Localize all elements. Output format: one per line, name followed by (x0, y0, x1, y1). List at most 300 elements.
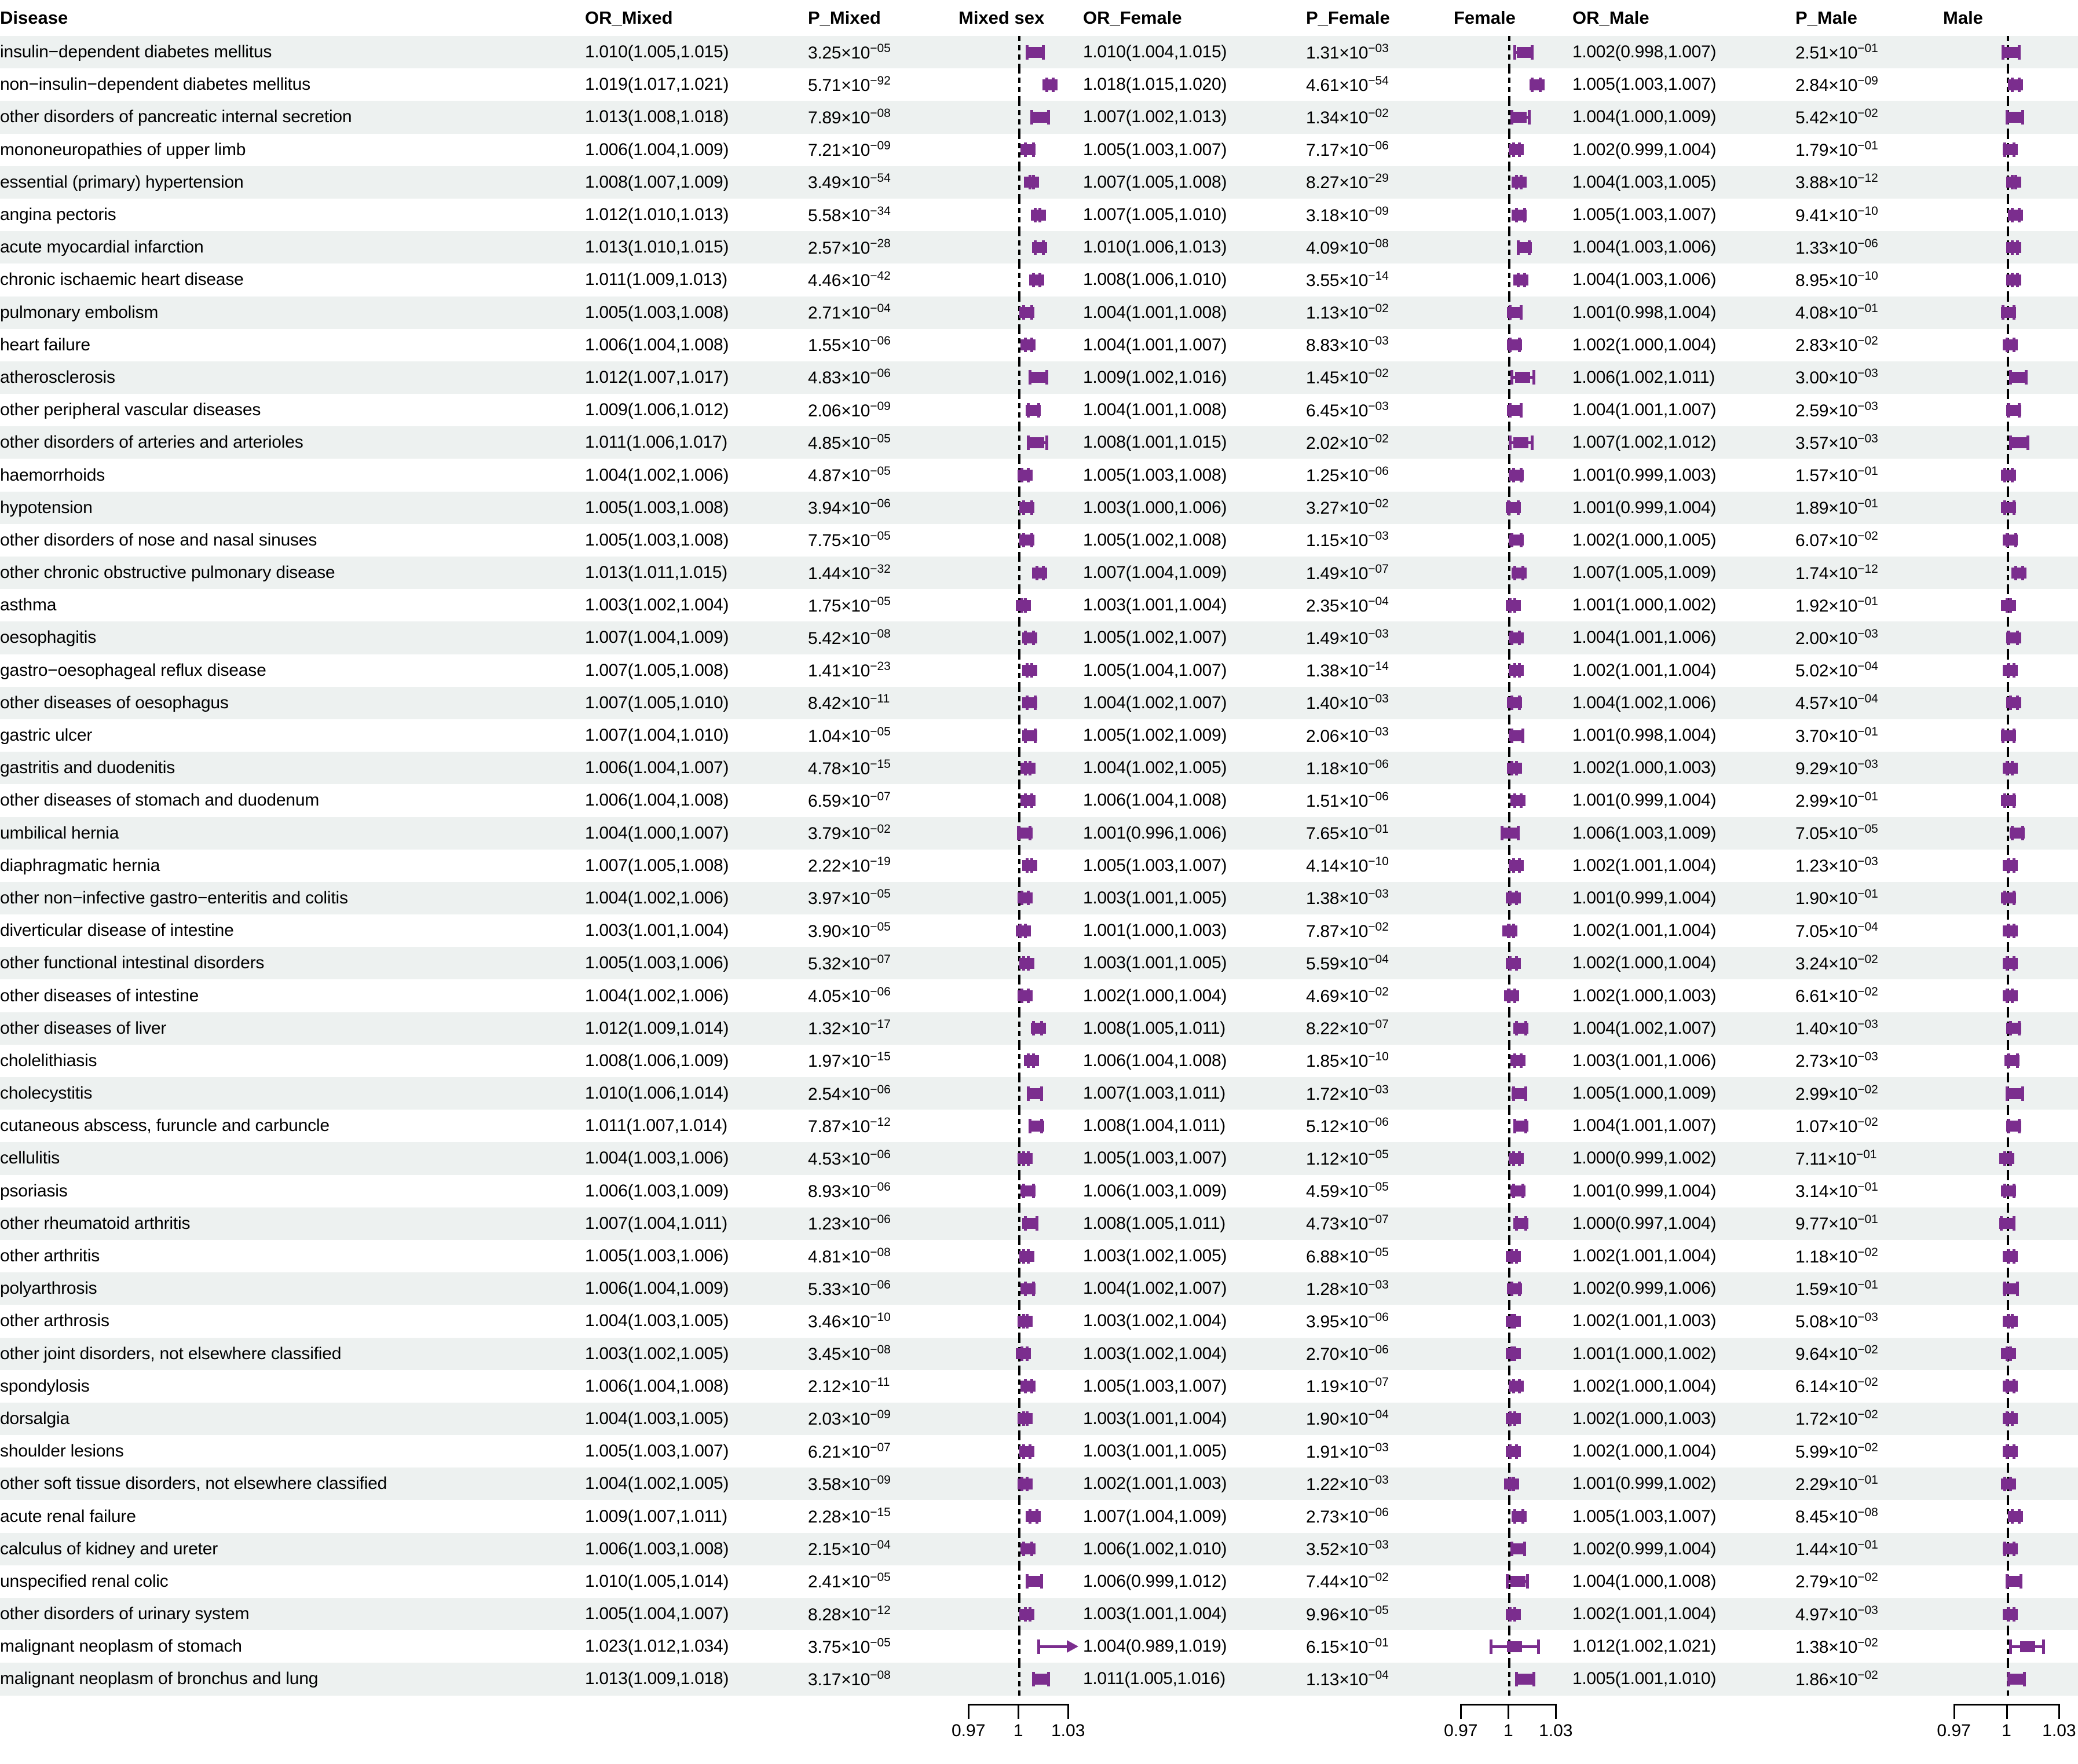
disease-name: dorsalgia (0, 1403, 585, 1435)
plot-male (1943, 882, 2078, 914)
or-male-value: 1.005(1.000,1.009) (1572, 1077, 1795, 1110)
disease-name: other peripheral vascular diseases (0, 400, 261, 420)
p-female-value: $8.27\times 10^{-29}$ (1306, 166, 1454, 199)
plot-male (1943, 231, 2078, 263)
plot-female (1454, 394, 1572, 426)
plot-mixed (958, 654, 1083, 687)
forest-plot-cell-male (1943, 459, 2078, 491)
or-mixed-value: 1.005(1.003,1.008) (585, 297, 808, 329)
axis-tick-label: 0.97 (951, 1721, 986, 1740)
point-estimate-marker (1999, 1218, 2014, 1229)
or-male-value: 1.001(0.999,1.004) (1572, 1181, 1717, 1201)
reference-line (2007, 557, 2009, 589)
table-row (0, 719, 2078, 752)
table-row (0, 492, 2078, 524)
point-estimate-marker (2003, 860, 2018, 871)
point-estimate-marker (1020, 1381, 1036, 1392)
p-male-value: $1.23\times 10^{-03}$ (1795, 855, 1878, 876)
plot-mixed (958, 1175, 1083, 1207)
p-male-value: $2.99\times 10^{-01}$ (1795, 789, 1878, 811)
plot-female (1454, 850, 1572, 882)
or-female-value: 1.004(1.002,1.007) (1083, 1272, 1306, 1305)
point-estimate-marker (2010, 372, 2025, 383)
plot-mixed (958, 134, 1083, 166)
forest-plot-cell-female (1454, 1012, 1572, 1045)
forest-plot-cell-male (1943, 1630, 2078, 1663)
or-male-value: 1.005(1.003,1.007) (1572, 205, 1717, 225)
disease-name: angina pectoris (0, 205, 116, 225)
p-mixed-value: $2.15\times 10^{-04}$ (808, 1533, 958, 1565)
or-female-value: 1.007(1.005,1.008) (1083, 166, 1306, 199)
or-male-value: 1.002(1.001,1.004) (1572, 1246, 1717, 1266)
point-estimate-marker (1509, 730, 1524, 741)
p-male-value: $8.95\times 10^{-10}$ (1795, 269, 1878, 290)
table-row (0, 426, 2078, 459)
or-male-value: 1.001(0.999,1.004) (1572, 492, 1795, 524)
point-estimate-marker (1517, 242, 1532, 253)
forest-plot-cell-mixed (958, 1272, 1083, 1305)
or-mixed-value: 1.005(1.003,1.008) (585, 530, 729, 550)
forest-plot-cell-mixed (958, 1207, 1083, 1240)
point-estimate-marker (2001, 795, 2016, 806)
or-mixed-value: 1.007(1.005,1.008) (585, 855, 729, 875)
plot-mixed (958, 850, 1083, 882)
or-mixed-value: 1.004(1.003,1.005) (585, 1403, 808, 1435)
point-estimate-marker (1019, 535, 1034, 546)
or-male-value: 1.007(1.005,1.009) (1572, 557, 1795, 589)
disease-name: mononeuropathies of upper limb (0, 140, 246, 159)
ci-cap-upper (1528, 110, 1531, 125)
point-estimate-marker (1504, 1478, 1519, 1489)
table-row (0, 589, 2078, 621)
point-estimate-marker (1018, 828, 1033, 839)
point-estimate-marker (1018, 1413, 1033, 1424)
table-footer (0, 1696, 2078, 1764)
or-male-value: 1.001(0.998,1.004) (1572, 726, 1717, 745)
p-mixed-value: $2.22\times 10^{-19}$ (808, 855, 891, 876)
plot-male (1943, 101, 2078, 133)
forest-plot-cell-male (1943, 1240, 2078, 1272)
or-female-value: 1.004(1.001,1.008) (1083, 400, 1227, 420)
or-mixed-value: 1.011(1.007,1.014) (585, 1116, 727, 1136)
p-male-value: $1.72\times 10^{-02}$ (1795, 1403, 1943, 1435)
plot-female (1454, 1305, 1572, 1337)
forest-plot-cell-mixed (958, 394, 1083, 426)
ci-cap-lower (1037, 1639, 1040, 1654)
table-row (0, 134, 2078, 166)
plot-mixed (958, 719, 1083, 752)
forest-plot-cell-male (1943, 329, 2078, 361)
point-estimate-marker (1020, 763, 1036, 774)
ci-cap-upper (1526, 1574, 1529, 1589)
disease-name: other disorders of urinary system (0, 1598, 585, 1630)
forest-plot-cell-mixed (958, 263, 1083, 296)
forest-plot-cell-mixed (958, 1370, 1083, 1403)
plot-mixed (958, 297, 1083, 329)
disease-name: gastritis and duodenitis (0, 752, 585, 784)
plot-mixed (958, 1207, 1083, 1240)
reference-line (1508, 166, 1510, 199)
point-estimate-marker (1513, 1121, 1528, 1132)
point-estimate-marker (1512, 1088, 1527, 1099)
reference-line (1018, 654, 1020, 687)
axis-tick (1067, 1704, 1069, 1719)
plot-male (1943, 524, 2078, 557)
point-estimate-marker (1509, 1381, 1524, 1392)
point-estimate-marker (2006, 242, 2021, 253)
or-mixed-value: 1.012(1.007,1.017) (585, 361, 808, 394)
plot-female (1454, 263, 1572, 296)
ci-cap-upper (1045, 370, 1048, 385)
p-male-value: $2.29\times 10^{-01}$ (1795, 1467, 1943, 1500)
point-estimate-marker (1020, 1185, 1036, 1196)
forest-plot-cell-male (1943, 68, 2078, 101)
plot-mixed (958, 752, 1083, 784)
forest-plot-cell-mixed (958, 166, 1083, 199)
disease-name: acute renal failure (0, 1506, 136, 1526)
plot-male (1943, 621, 2078, 654)
forest-plot-cell-mixed (958, 914, 1083, 947)
plot-female (1454, 1272, 1572, 1305)
p-male-value: $3.57\times 10^{-03}$ (1795, 426, 1943, 459)
point-estimate-marker (1029, 275, 1044, 286)
p-mixed-value: $5.58\times 10^{-34}$ (808, 204, 891, 225)
point-estimate-marker (1027, 47, 1042, 58)
reference-line (1018, 166, 1020, 199)
point-estimate-marker (2006, 697, 2021, 708)
forest-plot-cell-mixed (958, 101, 1083, 133)
point-estimate-marker (1020, 1543, 1036, 1554)
forest-plot-cell-female (1454, 199, 1572, 231)
table-row (0, 557, 2078, 589)
forest-plot-cell-male (1943, 752, 2078, 784)
column-header-disease: Disease (0, 8, 68, 28)
plot-male (1943, 817, 2078, 850)
p-female-value: $4.73\times 10^{-07}$ (1306, 1207, 1454, 1240)
table-row (0, 1435, 2078, 1467)
reference-line (1018, 621, 1020, 654)
p-mixed-value: $3.45\times 10^{-08}$ (808, 1338, 958, 1370)
plot-male (1943, 1630, 2078, 1663)
p-mixed-value: $4.83\times 10^{-06}$ (808, 361, 958, 394)
or-female-value: 1.003(1.001,1.004) (1083, 1403, 1306, 1435)
plot-female (1454, 817, 1572, 850)
or-female-value: 1.009(1.002,1.016) (1083, 361, 1306, 394)
p-mixed-value: $5.32\times 10^{-07}$ (808, 947, 958, 979)
table-row (0, 1500, 2078, 1532)
point-estimate-marker (2003, 339, 2018, 350)
or-male-value: 1.000(0.999,1.002) (1572, 1142, 1795, 1174)
forest-plot-cell-male (1943, 1175, 2078, 1207)
or-female-value: 1.007(1.005,1.010) (1083, 205, 1227, 225)
p-male-value: $9.41\times 10^{-10}$ (1795, 204, 1878, 225)
p-mixed-value: $8.93\times 10^{-06}$ (808, 1180, 891, 1202)
axis-spacer-or-female (1083, 1696, 1306, 1764)
or-mixed-value: 1.005(1.004,1.007) (585, 1598, 808, 1630)
forest-plot-cell-female (1454, 231, 1572, 263)
p-female-value: $1.40\times 10^{-03}$ (1306, 687, 1454, 719)
plot-mixed (958, 1110, 1083, 1142)
or-female-value: 1.007(1.003,1.011) (1083, 1077, 1306, 1110)
point-estimate-marker (2006, 1023, 2021, 1034)
point-estimate-marker (1027, 1088, 1042, 1099)
plot-mixed (958, 947, 1083, 979)
table-row (0, 1598, 2078, 1630)
axis-tick-label: 1 (2002, 1721, 2011, 1740)
point-estimate-marker (1507, 405, 1522, 416)
p-female-value: $1.38\times 10^{-03}$ (1306, 882, 1454, 914)
reference-line (1018, 394, 1020, 426)
point-estimate-marker (1512, 568, 1527, 579)
point-estimate-marker (1507, 697, 1522, 708)
point-estimate-marker (2001, 1478, 2016, 1489)
or-female-value: 1.007(1.004,1.009) (1083, 1506, 1227, 1526)
p-male-value: $3.14\times 10^{-01}$ (1795, 1180, 1878, 1202)
plot-mixed (958, 1045, 1083, 1077)
disease-name: other diseases of oesophagus (0, 687, 585, 719)
axis-tick (968, 1704, 970, 1719)
point-estimate-marker (1506, 1413, 1521, 1424)
plot-male (1943, 1467, 2078, 1500)
or-female-value: 1.002(1.000,1.004) (1083, 986, 1227, 1005)
ci-cap-lower (1509, 435, 1512, 450)
ci-cap-upper (1042, 45, 1045, 60)
table-row (0, 1045, 2078, 1077)
disease-name: other functional intestinal disorders (0, 947, 585, 979)
forest-plot-cell-male (1943, 492, 2078, 524)
table-row (0, 1565, 2078, 1598)
reference-line (1018, 1663, 1020, 1695)
p-mixed-value: $2.06\times 10^{-09}$ (808, 399, 891, 420)
point-estimate-marker (1032, 112, 1047, 123)
p-male-value: $3.00\times 10^{-03}$ (1795, 361, 1943, 394)
p-female-value: $1.49\times 10^{-03}$ (1306, 621, 1454, 654)
plot-female (1454, 621, 1572, 654)
forest-plot-cell-male (1943, 654, 2078, 687)
or-mixed-value: 1.009(1.007,1.011) (585, 1506, 727, 1526)
plot-female (1454, 1142, 1572, 1174)
ci-cap-lower (2009, 1639, 2012, 1654)
axis-tick (1953, 1704, 1955, 1719)
disease-name: umbilical hernia (0, 817, 585, 850)
disease-name: heart failure (0, 335, 90, 354)
plot-mixed (958, 524, 1083, 557)
plot-mixed (958, 101, 1083, 133)
axis-tick-label: 1.03 (2042, 1721, 2076, 1740)
plot-female (1454, 1045, 1572, 1077)
or-female-value: 1.005(1.002,1.008) (1083, 530, 1227, 550)
forest-plot-cell-female (1454, 68, 1572, 101)
or-mixed-value: 1.013(1.011,1.015) (585, 557, 808, 589)
plot-male (1943, 1598, 2078, 1630)
point-estimate-marker (2001, 730, 2016, 741)
table-row (0, 1467, 2078, 1500)
point-estimate-marker (1018, 990, 1033, 1001)
point-estimate-marker (2006, 177, 2021, 188)
point-estimate-marker (1507, 339, 1522, 350)
p-male-value: $1.57\times 10^{-01}$ (1795, 464, 1878, 486)
column-header-plot-male: Male (1943, 8, 1983, 28)
plot-female (1454, 979, 1572, 1012)
or-female-value: 1.002(1.001,1.003) (1083, 1467, 1306, 1500)
or-female-value: 1.003(1.000,1.006) (1083, 492, 1306, 524)
or-female-value: 1.003(1.002,1.005) (1083, 1246, 1227, 1266)
forest-plot-cell-mixed (958, 1240, 1083, 1272)
p-male-value: $1.86\times 10^{-02}$ (1795, 1663, 1943, 1695)
point-estimate-marker (2008, 1674, 2023, 1685)
disease-name: other chronic obstructive pulmonary disease (0, 557, 585, 589)
disease-name: unspecified renal colic (0, 1571, 169, 1591)
or-mixed-value: 1.010(1.005,1.014) (585, 1571, 729, 1591)
plot-female (1454, 1630, 1572, 1663)
forest-plot-cell-female (1454, 719, 1572, 752)
or-mixed-value: 1.013(1.008,1.018) (585, 101, 808, 133)
or-mixed-value: 1.006(1.004,1.007) (585, 752, 808, 784)
forest-plot-cell-female (1454, 263, 1572, 296)
point-estimate-marker (2006, 112, 2021, 123)
disease-name: acute myocardial infarction (0, 231, 585, 263)
p-mixed-value: $3.49\times 10^{-54}$ (808, 166, 958, 199)
forest-plot-cell-male (1943, 1305, 2078, 1337)
point-estimate-marker (1502, 925, 1517, 936)
table-row (0, 1403, 2078, 1435)
plot-female (1454, 687, 1572, 719)
reference-line (1508, 1663, 1510, 1695)
forest-plot-cell-male (1943, 166, 2078, 199)
axis-row (0, 1696, 2078, 1764)
p-mixed-value: $7.89\times 10^{-08}$ (808, 101, 958, 133)
point-estimate-marker (1022, 1218, 1037, 1229)
table-row (0, 1630, 2078, 1663)
or-male-value: 1.004(1.001,1.007) (1572, 400, 1717, 420)
p-female-value: $4.59\times 10^{-05}$ (1306, 1180, 1389, 1202)
point-estimate-marker (1502, 828, 1517, 839)
header-row (0, 0, 2078, 36)
table-row (0, 68, 2078, 101)
forest-plot-cell-mixed (958, 1565, 1083, 1598)
point-estimate-marker (2003, 1446, 2018, 1457)
table-row (0, 1305, 2078, 1337)
column-header-p-male: P_Male (1795, 8, 1857, 28)
table-row (0, 1175, 2078, 1207)
disease-name: other non−infective gastro−enteritis and colitis (0, 882, 585, 914)
plot-mixed (958, 557, 1083, 589)
or-male-value: 1.002(1.000,1.005) (1572, 530, 1717, 550)
or-male-value: 1.004(1.001,1.007) (1572, 1116, 1717, 1136)
or-mixed-value: 1.005(1.003,1.008) (585, 492, 808, 524)
table-row (0, 1272, 2078, 1305)
forest-plot-cell-mixed (958, 654, 1083, 687)
disease-name: psoriasis (0, 1181, 68, 1201)
or-female-value: 1.005(1.003,1.007) (1083, 855, 1227, 875)
or-mixed-value: 1.006(1.003,1.008) (585, 1533, 808, 1565)
forest-plot-cell-male (1943, 850, 2078, 882)
forest-plot-cell-mixed (958, 1500, 1083, 1532)
point-estimate-marker (1506, 892, 1521, 903)
p-female-value: $1.18\times 10^{-06}$ (1306, 752, 1454, 784)
p-mixed-value: $6.21\times 10^{-07}$ (808, 1440, 891, 1462)
plot-female (1454, 492, 1572, 524)
forest-plot-cell-male (1943, 687, 2078, 719)
p-male-value: $4.57\times 10^{-04}$ (1795, 687, 1943, 719)
forest-plot-cell-female (1454, 426, 1572, 459)
point-estimate-marker (1509, 860, 1524, 871)
table-row (0, 101, 2078, 133)
plot-male (1943, 850, 2078, 882)
disease-name: other rheumatoid arthritis (0, 1207, 585, 1240)
p-male-value: $1.40\times 10^{-03}$ (1795, 1012, 1943, 1045)
or-male-value: 1.002(0.999,1.004) (1572, 1533, 1795, 1565)
table-row (0, 1338, 2078, 1370)
forest-plot-cell-male (1943, 589, 2078, 621)
plot-female (1454, 557, 1572, 589)
or-female-value: 1.018(1.015,1.020) (1083, 75, 1227, 94)
plot-male (1943, 361, 2078, 394)
p-mixed-value: $5.71\times 10^{-92}$ (808, 74, 891, 95)
point-estimate-marker (2001, 1348, 2016, 1359)
or-male-value: 1.002(1.000,1.003) (1572, 752, 1795, 784)
point-estimate-marker (1019, 1251, 1034, 1262)
or-male-value: 1.004(1.000,1.008) (1572, 1571, 1717, 1591)
point-estimate-marker (1510, 1543, 1525, 1554)
p-mixed-value: $3.97\times 10^{-05}$ (808, 882, 958, 914)
forest-plot-cell-female (1454, 492, 1572, 524)
p-female-value: $5.59\times 10^{-04}$ (1306, 947, 1454, 979)
point-estimate-marker (1018, 1316, 1033, 1327)
or-female-value: 1.001(0.996,1.006) (1083, 817, 1306, 850)
plot-mixed (958, 1598, 1083, 1630)
point-estimate-marker (1515, 372, 1530, 383)
table-row (0, 1533, 2078, 1565)
reference-line (2007, 817, 2009, 850)
table-row (0, 361, 2078, 394)
ci-cap-upper (1537, 1639, 1540, 1654)
forest-plot-cell-mixed (958, 68, 1083, 101)
p-male-value: $2.00\times 10^{-03}$ (1795, 621, 1943, 654)
forest-plot-cell-female (1454, 784, 1572, 817)
axis-tick-label: 1 (1013, 1721, 1023, 1740)
point-estimate-marker (2011, 568, 2026, 579)
p-female-value: $2.35\times 10^{-04}$ (1306, 594, 1389, 616)
forest-plot-cell-female (1454, 1338, 1572, 1370)
plot-female (1454, 1207, 1572, 1240)
plot-female (1454, 68, 1572, 101)
point-estimate-marker (1024, 177, 1039, 188)
disease-name: other diseases of liver (0, 1012, 585, 1045)
forest-plot-cell-female (1454, 101, 1572, 133)
or-female-value: 1.005(1.003,1.008) (1083, 465, 1227, 485)
forest-plot-cell-mixed (958, 426, 1083, 459)
plot-female (1454, 361, 1572, 394)
p-mixed-value: $1.55\times 10^{-06}$ (808, 334, 891, 356)
plot-female (1454, 459, 1572, 491)
point-estimate-marker (1517, 47, 1532, 58)
forest-plot-cell-mixed (958, 329, 1083, 361)
table-row (0, 752, 2078, 784)
point-estimate-marker (2001, 470, 2016, 481)
plot-female (1454, 947, 1572, 979)
forest-plot-cell-male (1943, 784, 2078, 817)
plot-male (1943, 1500, 2078, 1532)
forest-plot-cell-female (1454, 1533, 1572, 1565)
forest-plot-cell-mixed (958, 1338, 1083, 1370)
point-estimate-marker (2003, 958, 2018, 969)
forest-plot-cell-male (1943, 101, 2078, 133)
p-female-value: $1.85\times 10^{-10}$ (1306, 1050, 1389, 1071)
table-row (0, 914, 2078, 947)
p-mixed-value: $3.46\times 10^{-10}$ (808, 1310, 891, 1331)
point-estimate-marker (1507, 307, 1522, 318)
